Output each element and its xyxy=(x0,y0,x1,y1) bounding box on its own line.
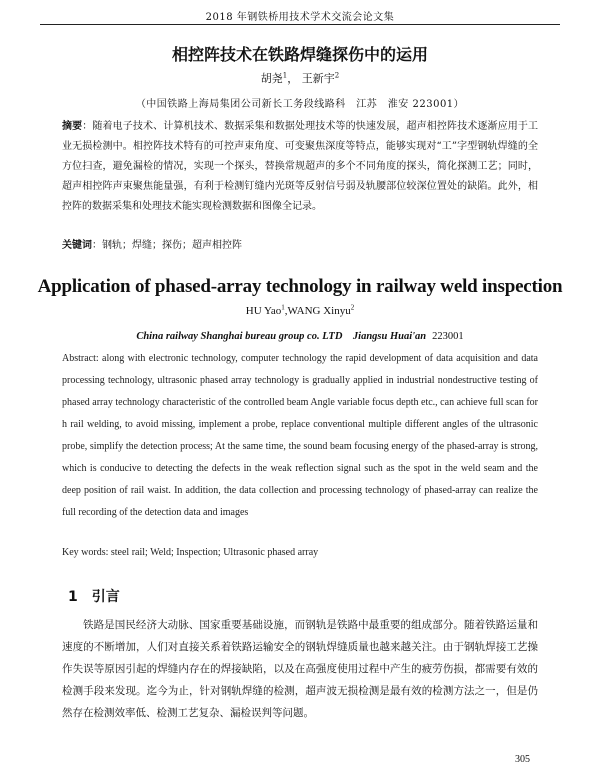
author-name: HU Yao xyxy=(245,305,282,317)
authors-chinese xyxy=(0,70,600,86)
keywords-english: Key words: steel rail; Weld; Inspection; Ultrasonic phased array xyxy=(62,547,319,558)
affiliation-english xyxy=(0,328,600,343)
author-name: 胡尧 xyxy=(260,72,283,85)
affiliation-postcode: 223001 xyxy=(432,331,464,342)
author-superscript: 2 xyxy=(350,303,355,312)
section-body-text: 铁路是国民经济大动脉、国家重要基础设施，而钢轨是铁路中最重要的组成部分。随着铁路运量和速度的不断增加，人们对直接关系着铁路运输安全的钢轨焊缝质量也越来越关注。由于钢轨焊接工艺操作失误等原因引起的焊缝内存在的焊接缺陷，以及在高强度使用过程中产生的疲劳伤损，都需要有效的检测手段来发现。迄今为止，针对钢轨焊缝的检测，超声波无损检测是最有效的检测方法之一，但是仍然存在检测效率低、检测工艺复杂、漏检误判等问题。 xyxy=(62,619,538,719)
author-superscript: 1 xyxy=(282,71,288,80)
author-name: WANG Xinyu xyxy=(287,305,351,317)
author-superscript: 2 xyxy=(334,71,340,80)
abstract-label: 摘要 xyxy=(62,121,83,132)
keywords-chinese xyxy=(62,236,538,256)
section-title: 引言 xyxy=(91,589,120,605)
affiliation-chinese: （中国铁路上海局集团公司新长工务段线路科 江苏 淮安 223001） xyxy=(135,99,465,110)
running-head: 2018 年钢铁桥用技术学术交流会论文集 xyxy=(40,8,560,25)
author-superscript: 1 xyxy=(281,303,285,312)
author-name: 王新宇 xyxy=(301,72,335,85)
section-number: 1 xyxy=(68,589,78,605)
keywords-label: 关键词 xyxy=(62,240,92,251)
page-number: 305 xyxy=(515,754,530,765)
authors-english xyxy=(0,305,600,317)
author-separator: , xyxy=(284,305,288,317)
keywords-text: ：钢轨；焊缝；探伤；超声相控阵 xyxy=(92,240,242,251)
section-heading xyxy=(68,586,120,606)
abstract-english: Abstract: along with electronic technology, computer technology the rapid development of data acquisition and data processing technology, ultrasonic phased array technology is gradually applied in industrial nondestructive testing of phased array technology characteristic of the controlled beam Angle variable focus depth etc., can achieve full scan for h rail welding, to avoid missing, implement a probe, replace conventional multiple different angles of the ultrasonic probe, simplify the detection process; At the same time, the sound beam focusing energy of the phased-array is strong, which is conducive to detecting the defects in the weak reflection signal such as the spot in the weld seam and the deep position of rail waist. In addition, the data collection and processing technology of phased-array can realize the full recording of the detection data and images xyxy=(62,353,538,518)
affiliation-org: China railway Shanghai bureau group co. LTD Jiangsu Huai'an xyxy=(136,331,427,342)
abstract-chinese xyxy=(62,117,538,217)
title-chinese: 相控阵技术在铁路焊缝探伤中的运用 xyxy=(171,45,428,64)
author-separator: ， xyxy=(287,72,299,85)
abstract-text: ：随着电子技术、计算机技术、数据采集和数据处理技术等的快速发展，超声相控阵技术逐渐应用于工业无损检测中。相控阵技术特有的可控声束角度、可变聚焦深度等特点，能够实现对“工”字型钢轨焊缝的全方位扫查，避免漏检的情况，实现一个探头，替换常规超声的多个不同角度的探头，简化探测工艺；同时，超声相控阵声束聚焦能量强，有利于检测钉缝内光斑等反射信号弱及轨腰部位较深位置处的缺陷。此外，相控阵的数据采集和处理技术能实现检测数据和图像全记录。 xyxy=(62,121,539,212)
title-english: Application of phased-array technology in railway weld inspection xyxy=(37,276,563,297)
